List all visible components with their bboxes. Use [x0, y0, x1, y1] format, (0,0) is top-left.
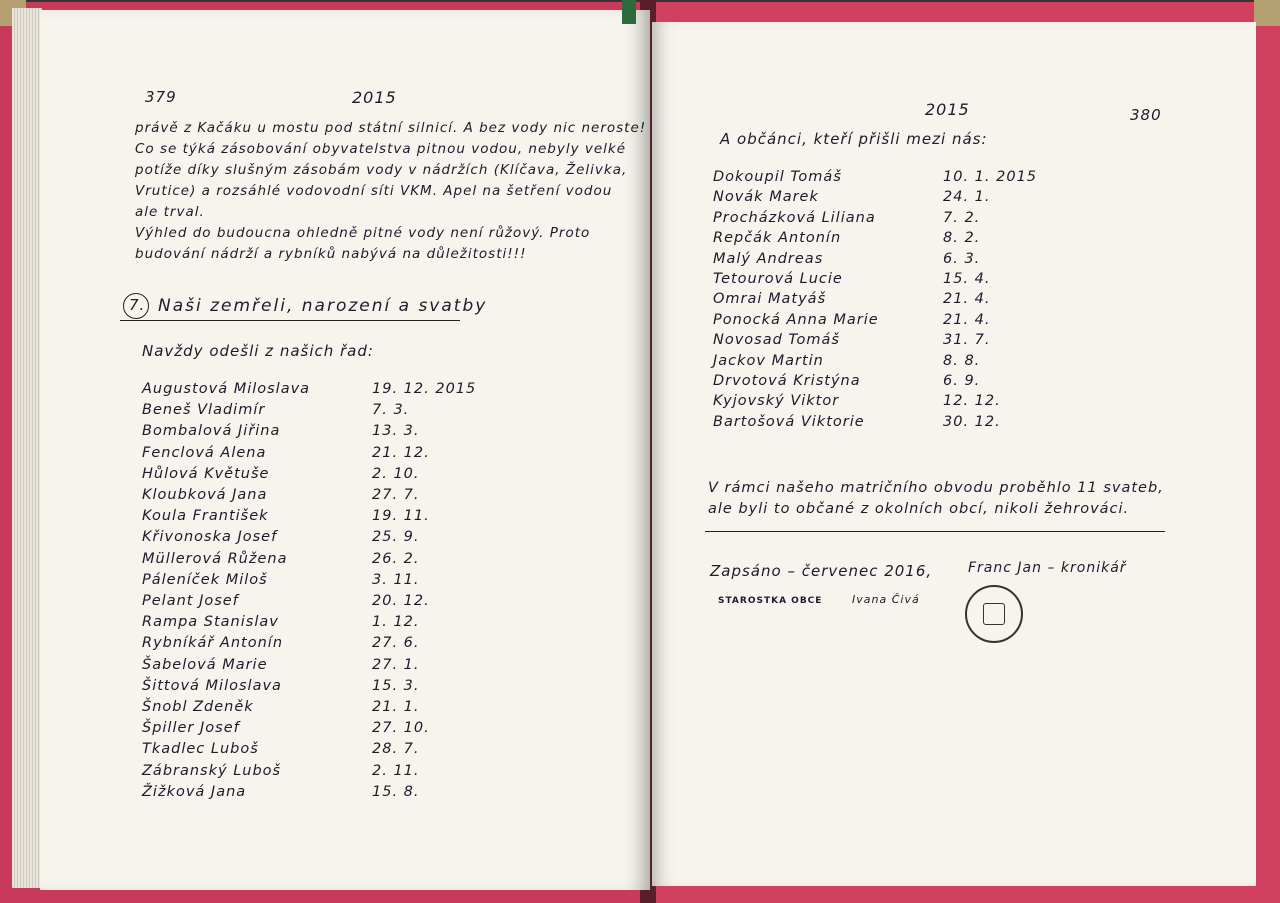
list-row: [142, 635, 420, 652]
list-row: [142, 487, 420, 503]
date: 24. 1.: [943, 189, 991, 206]
person-name: Müllerová Růžena: [142, 550, 288, 567]
list-row: [713, 373, 981, 389]
person-name: Křivonoska Josef: [142, 529, 278, 546]
list-row: [142, 529, 420, 546]
date: 1. 12.: [372, 614, 420, 631]
recorded-date: Zapsáno – červenec 2016,: [710, 562, 933, 580]
list-row: [713, 189, 991, 206]
date: 15. 4.: [943, 271, 991, 287]
person-name: Koula František: [142, 508, 269, 525]
bookmark-ribbon: [622, 0, 636, 24]
date: 8. 2.: [943, 230, 981, 247]
paragraph-line: potíže díky slušným zásobám vody v nádržích (Klíčava, Želivka,: [135, 162, 628, 178]
municipal-seal-stamp: [965, 585, 1023, 643]
paragraph-line: Vrutice) a rozsáhlé vodovodní síti VKM. Apel na šetření vodou: [135, 183, 613, 199]
date: 8. 8.: [943, 352, 981, 369]
date: 27. 10.: [372, 720, 430, 737]
person-name: Malý Andreas: [713, 250, 824, 267]
list-row: [142, 720, 430, 737]
list-row: [142, 571, 420, 588]
list-row: [142, 444, 430, 461]
page-edges: [12, 8, 42, 888]
person-name: Repčák Antonín: [713, 230, 842, 247]
weddings-line: V rámci našeho matričního obvodu proběhlo 11 svateb,: [708, 480, 1164, 496]
list-row: [713, 271, 991, 287]
mayor-signature: Ivana Čivá: [852, 593, 920, 606]
separator-line: [705, 531, 1165, 532]
date: 21. 4.: [943, 291, 991, 308]
date: 20. 12.: [372, 593, 430, 609]
list-row: [142, 762, 420, 779]
chronicler-signature: Franc Jan – kronikář: [968, 560, 1127, 576]
paragraph-line: Co se týká zásobování obyvatelstva pitnou vodou, nebyly velké: [135, 141, 627, 157]
person-name: Páleníček Miloš: [142, 571, 268, 588]
page-number-right: 380: [1130, 106, 1162, 124]
list-row: [713, 352, 981, 369]
corner-protector: [1254, 0, 1280, 26]
list-row: [142, 381, 477, 397]
date: 2. 11.: [372, 762, 420, 779]
list-row: [142, 614, 420, 631]
date: 19. 12. 2015: [372, 381, 477, 397]
date: 15. 3.: [372, 677, 420, 694]
list-row: [142, 741, 420, 758]
list-row: [713, 413, 1001, 430]
list-row: [142, 465, 420, 482]
paragraph-line: Výhled do budoucna ohledně pitné vody není růžový. Proto: [135, 225, 591, 241]
deaths-heading: Navždy odešli z našich řad:: [142, 342, 374, 360]
date: 26. 2.: [372, 550, 420, 567]
person-name: Ponocká Anna Marie: [713, 311, 879, 328]
person-name: Kloubková Jana: [142, 487, 268, 503]
person-name: Žižková Jana: [142, 783, 247, 800]
person-name: Šnobl Zdeněk: [142, 699, 254, 715]
list-row: [713, 291, 991, 308]
year-right: 2015: [925, 100, 970, 119]
person-name: Omrai Matyáš: [713, 291, 827, 308]
person-name: Bombalová Jiřina: [142, 423, 281, 440]
list-row: [713, 169, 1038, 185]
person-name: Beneš Vladimír: [142, 402, 266, 419]
list-row: [142, 550, 420, 567]
date: 7. 2.: [943, 209, 981, 226]
list-row: [142, 677, 420, 694]
date: 13. 3.: [372, 423, 420, 440]
section-underline: [120, 320, 460, 321]
date: 21. 1.: [372, 699, 420, 715]
date: 12. 12.: [943, 393, 1001, 410]
person-name: Dokoupil Tomáš: [713, 169, 842, 185]
person-name: Šabelová Marie: [142, 656, 268, 673]
date: 7. 3.: [372, 402, 410, 419]
list-row: [142, 699, 420, 715]
date: 27. 6.: [372, 635, 420, 652]
person-name: Augustová Miloslava: [142, 381, 311, 397]
paragraph-line: budování nádrží a rybníků nabývá na důležitosti!!!: [135, 246, 527, 262]
list-row: [713, 250, 981, 267]
date: 28. 7.: [372, 741, 420, 758]
list-row: [142, 783, 420, 800]
list-row: [142, 593, 430, 609]
person-name: Novosad Tomáš: [713, 332, 840, 349]
person-name: Špiller Josef: [142, 720, 240, 737]
person-name: Tkadlec Luboš: [142, 741, 259, 758]
person-name: Procházková Liliana: [713, 209, 876, 226]
list-row: [713, 311, 991, 328]
list-row: [142, 402, 410, 419]
person-name: Drvotová Kristýna: [713, 373, 861, 389]
list-row: [142, 508, 430, 525]
person-name: Zábranský Luboš: [142, 762, 282, 779]
date: 15. 8.: [372, 783, 420, 800]
coat-of-arms-icon: [983, 603, 1005, 625]
person-name: Rybníkář Antonín: [142, 635, 284, 652]
date: 21. 12.: [372, 444, 430, 461]
person-name: Jackov Martin: [713, 352, 824, 369]
date: 21. 4.: [943, 311, 991, 328]
date: 2. 10.: [372, 465, 420, 482]
section-number: 7.: [129, 296, 146, 314]
list-row: [713, 332, 991, 349]
list-row: [142, 423, 420, 440]
paragraph-line: ale trval.: [135, 204, 205, 220]
date: 10. 1. 2015: [943, 169, 1038, 185]
person-name: Hůlová Květuše: [142, 465, 270, 482]
list-row: [142, 656, 420, 673]
date: 19. 11.: [372, 508, 430, 525]
person-name: Fenclová Alena: [142, 444, 267, 461]
page-number-left: 379: [145, 88, 177, 106]
paragraph-line: právě z Kačáku u mostu pod státní silnicí. A bez vody nic neroste!: [135, 120, 647, 136]
date: 30. 12.: [943, 413, 1001, 430]
mayor-label: STAROSTKA OBCE: [718, 596, 823, 606]
date: 27. 1.: [372, 656, 420, 673]
person-name: Rampa Stanislav: [142, 614, 279, 631]
weddings-line: ale byli to občané z okolních obcí, nikoli žehrováci.: [708, 501, 1130, 517]
person-name: Novák Marek: [713, 189, 819, 206]
person-name: Pelant Josef: [142, 593, 239, 609]
date: 6. 3.: [943, 250, 981, 267]
person-name: Šittová Miloslava: [142, 677, 282, 694]
date: 25. 9.: [372, 529, 420, 546]
person-name: Bartošová Viktorie: [713, 413, 865, 430]
year-left: 2015: [352, 88, 397, 107]
newcomers-heading: A občánci, kteří přišli mezi nás:: [720, 130, 988, 148]
list-row: [713, 209, 981, 226]
date: 6. 9.: [943, 373, 981, 389]
list-row: [713, 230, 981, 247]
person-name: Tetourová Lucie: [713, 271, 843, 287]
list-row: [713, 393, 1001, 410]
right-page: [652, 22, 1256, 886]
date: 31. 7.: [943, 332, 991, 349]
person-name: Kyjovský Viktor: [713, 393, 840, 410]
section-title: Naši zemřeli, narození a svatby: [158, 296, 488, 316]
date: 3. 11.: [372, 571, 420, 588]
date: 27. 7.: [372, 487, 420, 503]
